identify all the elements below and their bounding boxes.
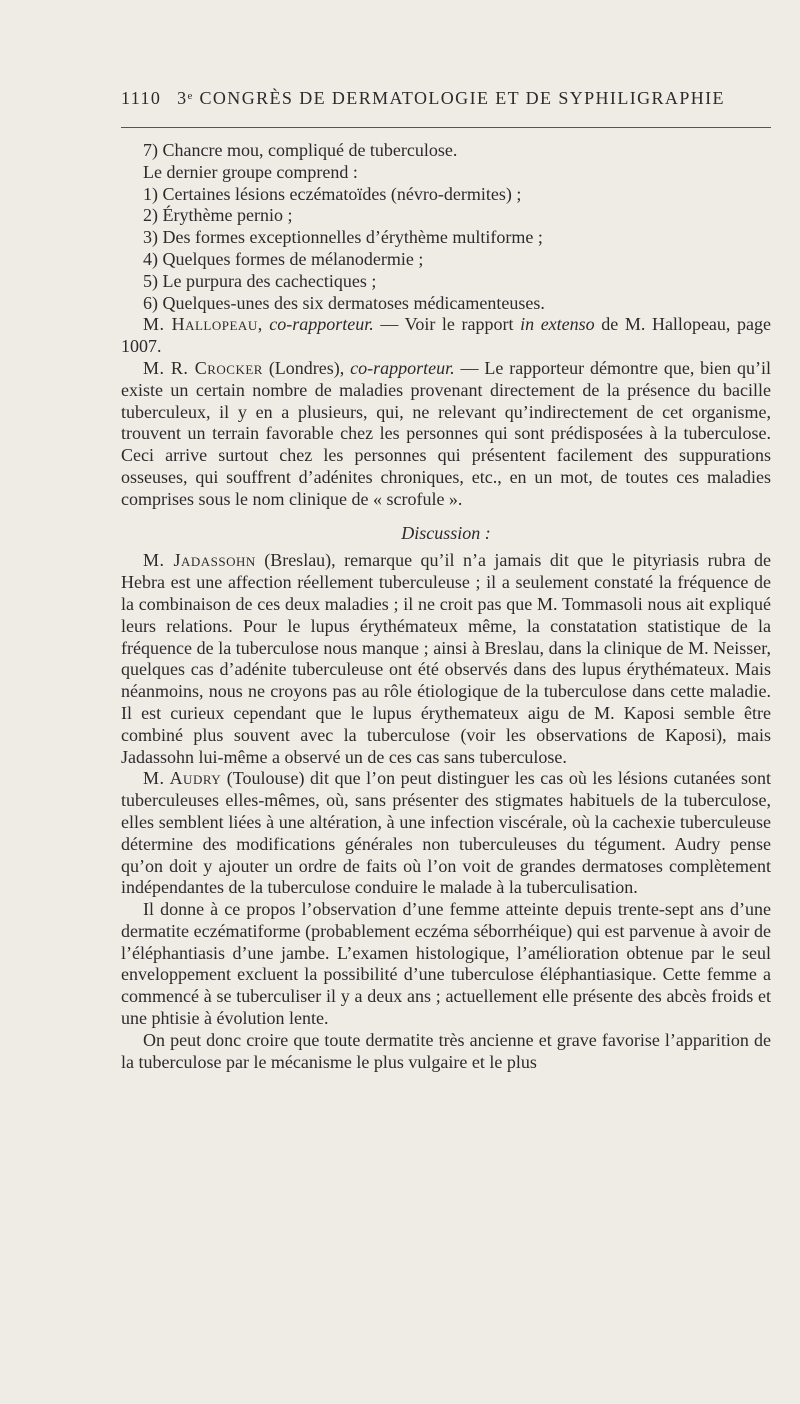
discussion-heading: Discussion : (401, 522, 491, 543)
speaker-name: M. R. Crocker (143, 357, 263, 378)
speaker-place: (Londres), (268, 357, 345, 378)
running-title: 3ᵉ CONGRÈS DE DERMATOLOGIE ET DE SYPHILIGRAPHIE (177, 88, 725, 108)
list-item: 2) Érythème pernio ; (143, 205, 293, 226)
paragraph-hallopeau (121, 314, 771, 358)
list-item: 5) Le purpura des cachectiques ; (143, 270, 377, 291)
body-text (121, 140, 771, 1073)
list-item: 4) Quelques formes de mélanodermie ; (143, 248, 424, 269)
list-item: 7) Chancre mou, compliqué de tuberculose. (143, 140, 458, 160)
speaker-role: co-rapporteur. (269, 314, 374, 335)
group-intro: Le dernier groupe comprend : (143, 161, 358, 182)
paragraph-text: de M. Hallopeau, page 1007. (121, 314, 771, 357)
paragraph-jadassohn (121, 550, 771, 768)
list-item: 1) Certaines lésions eczématoïdes (névro-dermites) ; (143, 183, 522, 204)
paragraph-conclusion: On peut donc croire que toute dermatite très ancienne et grave favorise l’apparition de la tuberculose par le mécanisme le plus vulgaire et le plus (121, 1029, 771, 1072)
paragraph-text: — Voir le rapport (380, 314, 514, 335)
list-item: 3) Des formes exceptionnelles d’érythème multiforme ; (143, 227, 543, 248)
speaker-name: M. Hallopeau, (143, 314, 263, 335)
speaker-name: M. Jadassohn (143, 550, 256, 571)
paragraph-audry (121, 768, 771, 899)
paragraph-text: — Le rapporteur démontre que, bien qu’il existe un certain nombre de maladies provenant directement de la présence du bacille tuberculeux, il y en a plusieurs, qui, ne relevant qu’indirectement de cet organisme, trouvent un terrain favorable chez les personnes qui sont prédisposées à la tuberculose. Ceci arrive surtout chez les personnes qui présentent facilement des suppurations osseuses, qui souffrent d’adénites chroniques, etc., en un mot, de toutes ces maladies comprises sous le nom clinique de « scrofule ». (121, 357, 772, 509)
paragraph-text: (Toulouse) dit que l’on peut distinguer les cas où les lésions cutanées sont tuberculeuses elles-mêmes, où, sans présenter des stigmates habituels de la tuberculose, elles semblent liées à une altération, à une infection viscérale, où la cachexie tuberculeuse détermine des modifications générales non tuberculeuses du tégument. Audry pense qu’on doit y ajouter un ordre de faits où l’on voit de grandes dermatoses complètement indépendantes de la tuberculose conduire le malade à la tuberculisation. (121, 768, 771, 898)
running-header (121, 88, 771, 109)
paragraph-observation: Il donne à ce propos l’observation d’une femme atteinte depuis trente-sept ans d’une dermatite eczématiforme (probablement eczéma séborrhéique) qui est parvenue à avoir de l’éléphantiasis d’une jambe. L’examen histologique, l’amélioration obtenue par le seul enveloppement excluent la possibilité d’une tuberculose éléphantiasique. Cette femme a commencé à se tuberculiser il y a deux ans ; actuellement elle présente des abcès froids et une phtisie à évolution lente. (121, 899, 771, 1029)
header-rule (121, 127, 771, 128)
speaker-role: co-rapporteur. (350, 357, 455, 378)
paragraph-text: (Breslau), remarque qu’il n’a jamais dit que le pityriasis rubra de Hebra est une affection réellement tuberculeuse ; il a seulement constaté la fréquence de la combinaison de ces deux maladies ; il ne croit pas que M. Tommasoli nous ait expliqué leurs relations. Pour le lupus érythémateux même, la constatation statistique de la fréquence de la tuberculose nous manque ; ainsi à Breslau, dans la clinique de M. Neisser, quelques cas d’adénite tuberculeuse ont été observés dans des lupus érythémateux. Mais néanmoins, nous ne croyons pas au rôle étiologique de la tuberculose dans cette maladie. Il est curieux cependant que le lupus érythemateux aigu de M. Kaposi semble être combiné plus souvent avec la tuberculose (voir les observations de Kaposi), mais Jadassohn lui-même a observé un de ces cas sans tuberculose. (121, 550, 771, 767)
speaker-name: M. Audry (143, 768, 222, 789)
paragraph-crocker (121, 358, 771, 511)
latin-phrase: in extenso (520, 314, 595, 335)
list-item: 6) Quelques-unes des six dermatoses médicamenteuses. (143, 292, 545, 313)
page-number: 1110 (121, 88, 162, 108)
